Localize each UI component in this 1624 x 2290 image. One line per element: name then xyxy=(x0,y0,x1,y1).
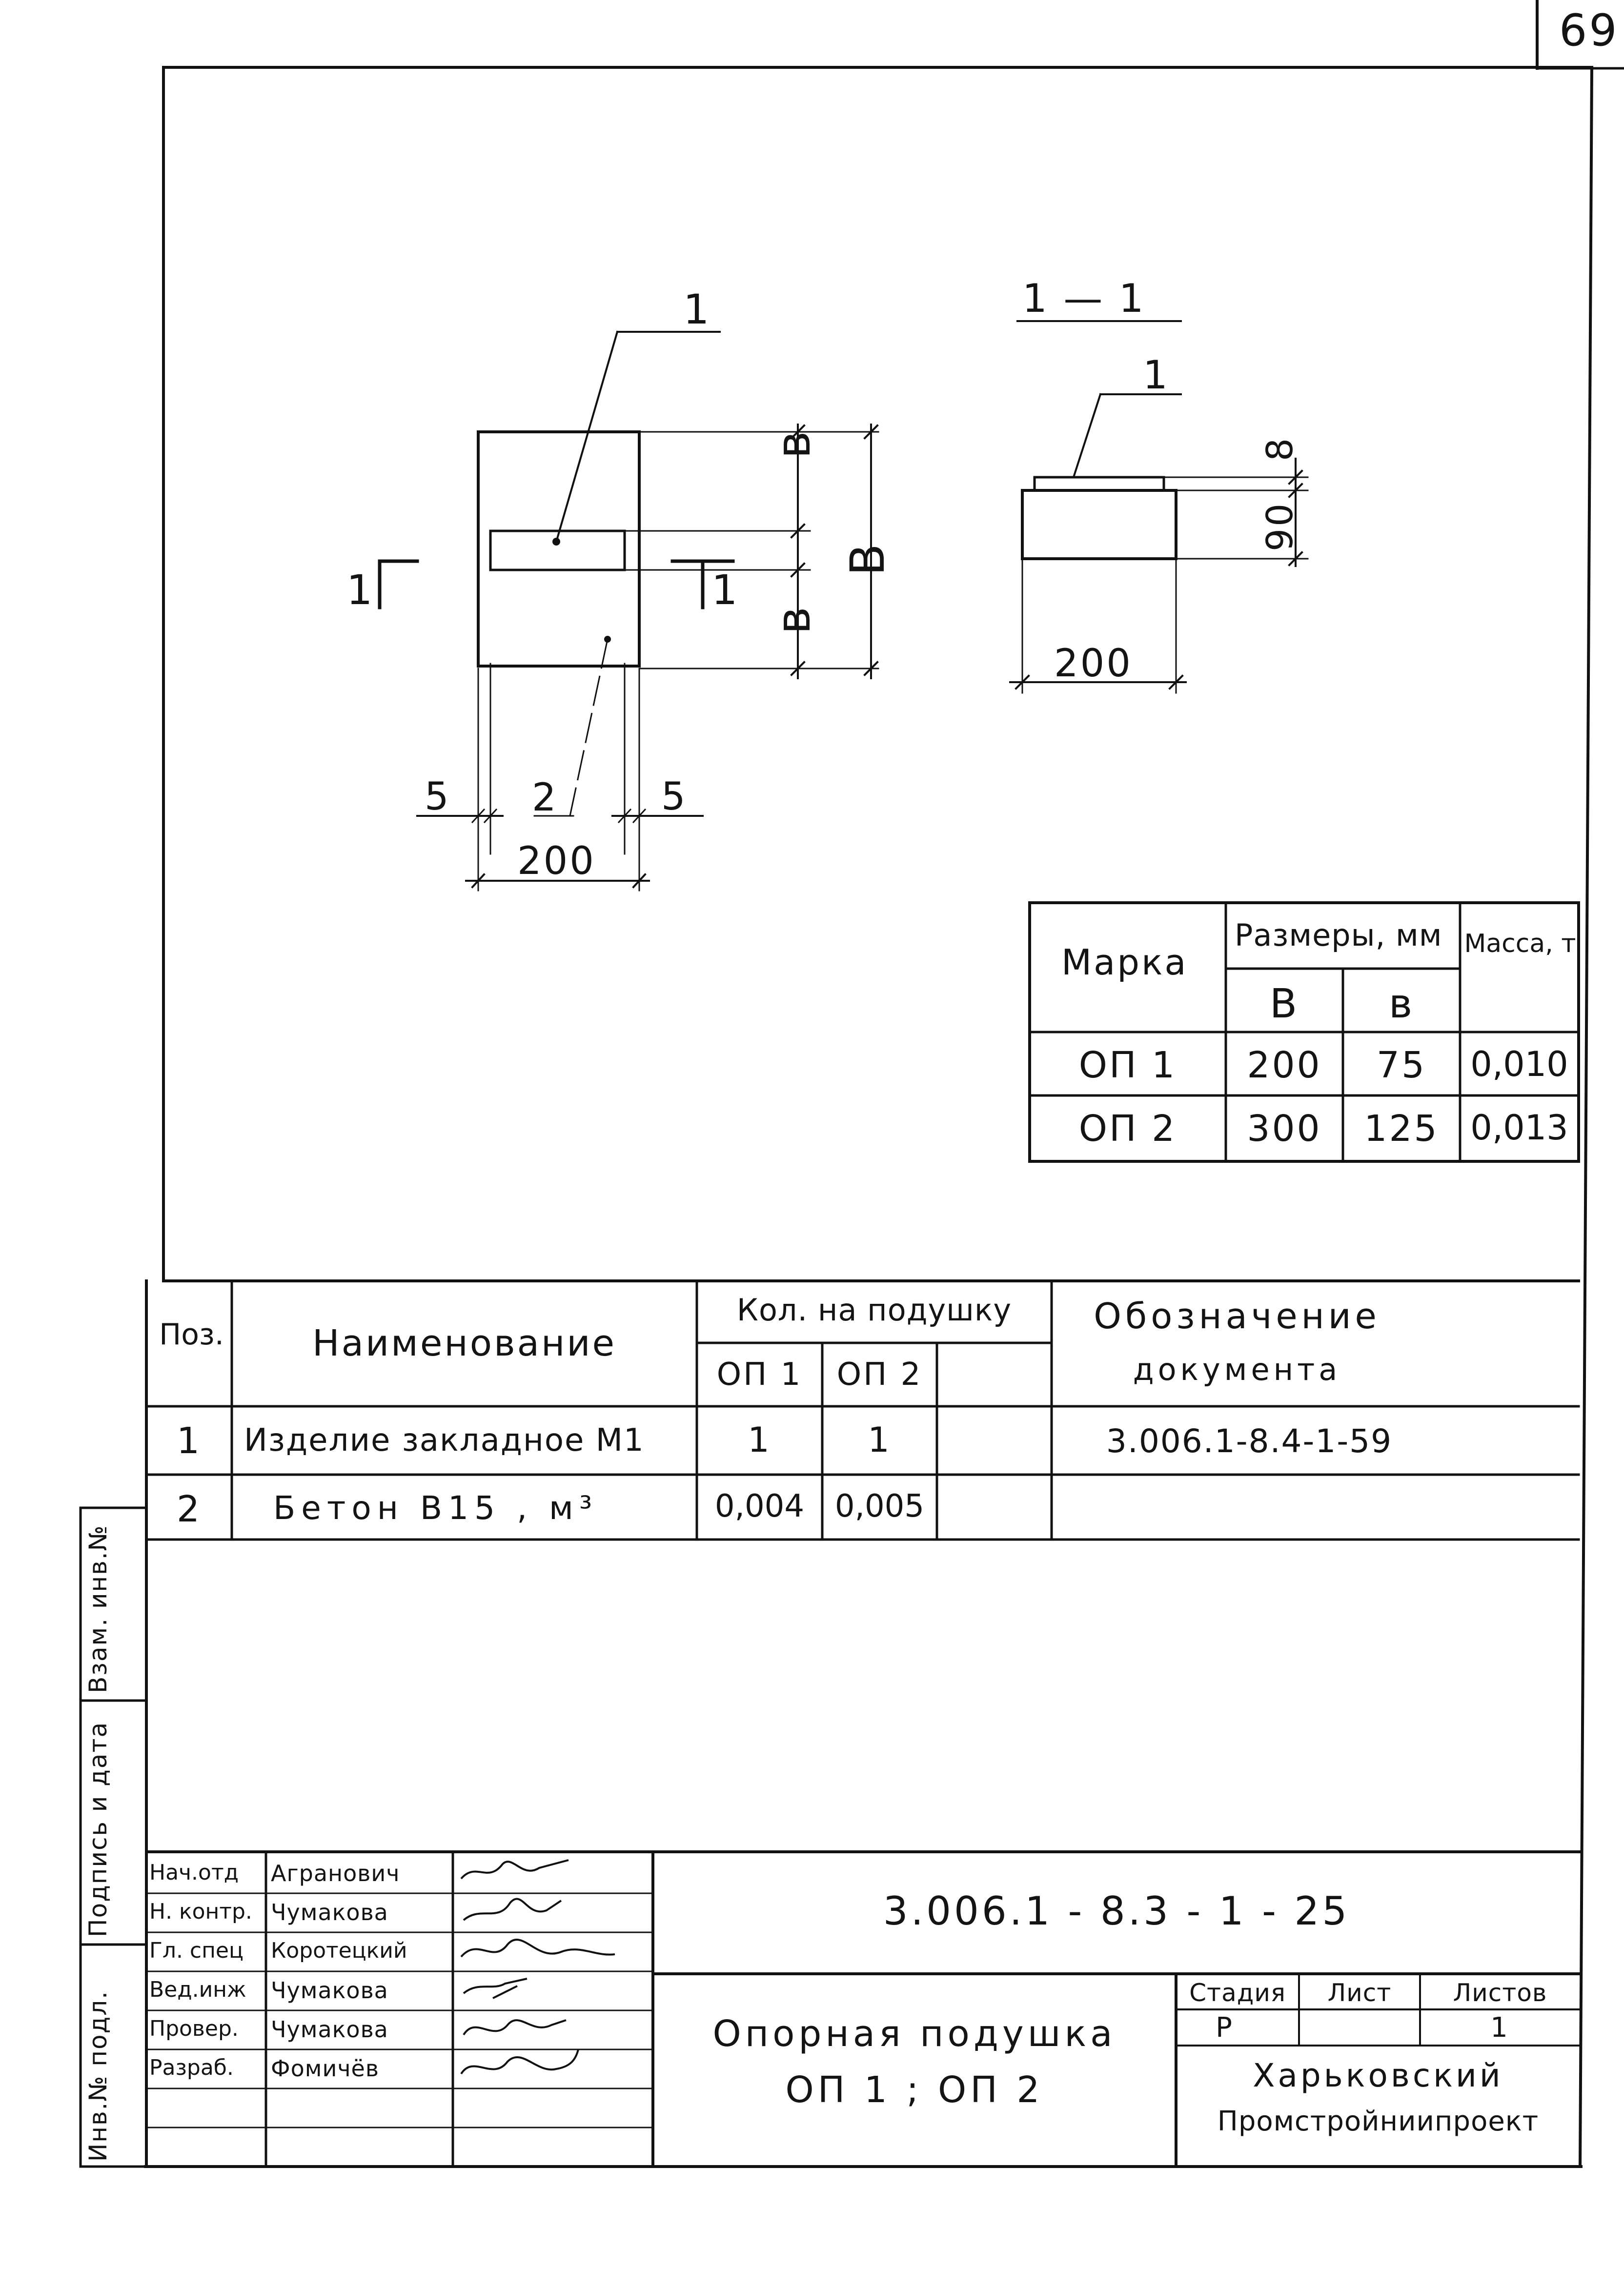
spec-row-pos: 2 xyxy=(176,1488,202,1530)
dim-side-right: 5 xyxy=(661,775,688,819)
sizes-row-b: 125 xyxy=(1364,1108,1439,1150)
spec-header-name: Наименование xyxy=(312,1322,617,1364)
plan-leader-label-1: 1 xyxy=(683,285,711,333)
dim-plate-height-bottom: в xyxy=(766,605,821,634)
signatures xyxy=(461,1860,615,2074)
section-mark-right: 1 xyxy=(711,566,740,614)
spec-row-pos: 1 xyxy=(176,1420,202,1462)
section-mark-left: 1 xyxy=(346,566,375,614)
sizes-row-mark: ОП 1 xyxy=(1078,1044,1177,1086)
role-name: Агранович xyxy=(271,1860,400,1886)
role-name: Чумакова xyxy=(271,1899,388,1925)
spec-row-op1: 0,004 xyxy=(714,1488,805,1524)
spec-row-doc: 3.006.1-8.4-1-59 xyxy=(1106,1422,1393,1460)
dim-plate-thickness: 8 xyxy=(1259,436,1301,461)
stage-value: Р xyxy=(1216,2012,1234,2044)
dim-section-height: 90 xyxy=(1259,501,1301,551)
stage-header: Стадия xyxy=(1189,1979,1286,2007)
spec-row-op2: 1 xyxy=(868,1420,892,1460)
sizes-row-mass: 0,013 xyxy=(1470,1108,1568,1148)
role-label: Гл. спец xyxy=(149,1938,244,1963)
role-name: Фомичёв xyxy=(271,2055,379,2082)
role-name: Коротецкий xyxy=(271,1938,407,1963)
sizes-row-B: 200 xyxy=(1247,1044,1322,1086)
sizes-header-mass: Масса, т xyxy=(1464,929,1576,958)
side-stamp-replace-inv: Взам. инв.№ xyxy=(84,1524,112,1693)
sizes-row-mass: 0,010 xyxy=(1470,1044,1568,1084)
org-line-2: Промстройниипроект xyxy=(1217,2106,1539,2137)
title-line-2: ОП 1 ; ОП 2 xyxy=(785,2069,1044,2111)
section-title: 1 — 1 xyxy=(1022,276,1146,321)
title-line-1: Опорная подушка xyxy=(712,2013,1116,2055)
dim-side-left: 5 xyxy=(425,775,451,819)
dim-section-width: 200 xyxy=(1054,642,1133,686)
role-name: Чумакова xyxy=(271,1977,388,2004)
spec-header-pos: Поз. xyxy=(159,1317,224,1352)
role-name: Чумакова xyxy=(271,2016,388,2043)
plan-leader-label-2: 2 xyxy=(532,776,558,820)
spec-header-qty: Кол. на подушку xyxy=(736,1292,1012,1328)
role-label: Н. контр. xyxy=(149,1899,252,1924)
section-leader-label-1: 1 xyxy=(1143,352,1170,398)
role-label: Нач.отд xyxy=(149,1860,239,1885)
role-label: Вед.инж xyxy=(149,1977,246,2002)
side-stamp-inv-orig: Инв.№ подл. xyxy=(84,1990,112,2162)
org-line-1: Харьковский xyxy=(1253,2057,1503,2094)
sizes-row-b: 75 xyxy=(1376,1044,1427,1086)
sizes-row-mark: ОП 2 xyxy=(1078,1108,1177,1150)
sheets-header: Листов xyxy=(1453,1979,1547,2007)
spec-header-qty-op1: ОП 1 xyxy=(716,1357,803,1393)
role-label: Разраб. xyxy=(149,2055,234,2080)
dim-plan-width: 200 xyxy=(517,839,596,883)
sheet-header: Лист xyxy=(1327,1979,1392,2007)
spec-row-name: Бетон В15 , м³ xyxy=(273,1489,598,1527)
dim-plate-height-top: в xyxy=(766,429,821,459)
spec-header-doc-line2: документа xyxy=(1133,1352,1341,1387)
role-label: Провер. xyxy=(149,2016,239,2041)
spec-row-name: Изделие закладное М1 xyxy=(244,1422,645,1459)
side-stamp-sign-date: Подпись и дата xyxy=(84,1721,112,1937)
sizes-header-mark: Марка xyxy=(1061,942,1188,983)
spec-row-op1: 1 xyxy=(748,1420,771,1460)
sheets-value: 1 xyxy=(1490,2012,1510,2044)
sizes-sub-B: В xyxy=(1269,981,1299,1027)
sizes-sub-b: в xyxy=(1388,981,1415,1027)
doc-code: 3.006.1 - 8.3 - 1 - 25 xyxy=(883,1888,1350,1934)
spec-header-qty-op2: ОП 2 xyxy=(836,1357,923,1393)
sheet-number: 69 xyxy=(1559,5,1619,56)
sizes-row-B: 300 xyxy=(1247,1108,1322,1150)
spec-row-op2: 0,005 xyxy=(834,1488,925,1524)
dim-total-height: В xyxy=(840,542,895,576)
spec-header-doc-line1: Обозначение xyxy=(1094,1296,1380,1337)
sizes-header-sizes: Размеры, мм xyxy=(1235,917,1442,953)
